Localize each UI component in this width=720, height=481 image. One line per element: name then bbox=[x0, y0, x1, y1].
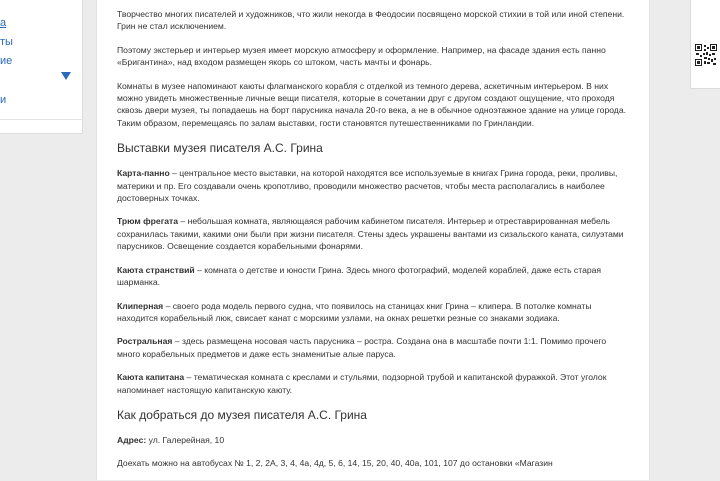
exhibition-name: Каюта странствий bbox=[117, 264, 195, 275]
intro-paragraph-3: Комнаты в музее напоминают каюты флагманского корабля с отделкой из темного дерева, аскетичным интерьером. В них можно увидеть множественные личные вещи писателя, которые в сочетании друг с другом создают ощущение, что проходя сквозь двери музея, ты попадаешь на борт парусника начала 20-го века, а не в обычное одноэтажное здание на улице города. Таким образом, перемещаясь по залам выставки, гости становятся путешественниками по Гринландии. bbox=[117, 80, 626, 128]
exhibition-name: Ростральная bbox=[117, 336, 173, 347]
exhibition-item bbox=[117, 167, 631, 204]
address-label: Адрес: bbox=[117, 434, 147, 445]
exhibition-name: Карта-панно bbox=[117, 168, 170, 179]
article bbox=[117, 8, 631, 481]
exhibition-name: Каюта капитана bbox=[117, 372, 185, 383]
exhibition-text: – здесь размещена носовая часть парусника – ростра. Создана она в масштабе почти 1:1. Помимо прочего много корабельных предметов и даже есть знаменитые алые паруса. bbox=[117, 336, 607, 359]
exhibition-text: – комната о детстве и юности Грина. Здесь много фотографий, моделей кораблей, даже есть старая шарманка. bbox=[117, 264, 602, 288]
sidebar-links bbox=[0, 14, 20, 71]
intro-paragraph-1: Творчество многих писателей и художников, что жили некогда в Феодосии посвящено морской стихии в той или иной степени. Грин не стал исключением. bbox=[117, 9, 625, 32]
exhibition-text: – тематическая комната с креслами и стульями, подзорной трубой и капитанской фуражкой. Этот уголок напоминает настоящую капитанскую каюту. bbox=[117, 372, 607, 395]
intro-paragraph-2: Поэтому экстерьер и интерьер музея имеет морскую атмосферу и оформление. Например, на фасаде здания есть панно «Бригантина», над входом размещен якорь со штоком, часть мачты и фонарь. bbox=[117, 44, 606, 68]
exhibition-item bbox=[117, 300, 631, 325]
qr-code-icon bbox=[695, 44, 717, 66]
bus-directions: Доехать можно на автобусах № 1, 2, 2А, 3, 4, 4а, 4д, 5, 6, 14, 15, 20, 40, 40а, 101, 107 до остановки «Магазин bbox=[117, 458, 553, 469]
exhibition-item bbox=[117, 215, 631, 252]
right-sidebar bbox=[690, 0, 720, 89]
address-value: ул. Галерейная, 10 bbox=[146, 434, 225, 445]
sidebar-divider bbox=[0, 119, 82, 120]
exhibition-item bbox=[117, 264, 631, 289]
exhibition-text: – своего рода модель первого судна, что появилось на станицах книг Грина – клипера. В потолке комнаты находится корабельный люк, свисает канат с морскими узлами, на окнах решетки резные со знаками зодиака. bbox=[117, 300, 592, 323]
exhibition-text: – центральное место выставки, на которой находятся все используемые в книгах Грина города, реки, проливы, материки и пр. Его создавали очень кропотливо, проводили множество расчетов, чтобы места располагались в наиболее достоверных точках. bbox=[117, 168, 618, 204]
left-sidebar bbox=[0, 0, 83, 134]
exhibition-item bbox=[117, 335, 631, 360]
main-content bbox=[96, 0, 650, 480]
sidebar-link-2[interactable]: ты bbox=[0, 36, 13, 48]
exhibitions-heading: Выставки музея писателя А.С. Грина bbox=[117, 141, 323, 156]
exhibition-text: – небольшая комната, являющаяся рабочим кабинетом писателя. Интерьер и отреставрированная мебель сохранилась такими, какими они были при жизни писателя. Стены здесь украшены вантами из сизальского каната, силуэтами парусников. Освещение создается корабельными фонарями. bbox=[117, 216, 624, 252]
directions-heading: Как добраться до музея писателя А.С. Грина bbox=[117, 407, 367, 422]
chevron-down-icon[interactable] bbox=[61, 72, 71, 80]
address-line bbox=[117, 434, 631, 446]
exhibition-name: Клиперная bbox=[117, 300, 164, 311]
exhibition-item bbox=[117, 371, 631, 396]
sidebar-link-3[interactable]: ие bbox=[0, 55, 13, 67]
sidebar-link-1[interactable]: а bbox=[0, 17, 7, 29]
exhibition-name: Трюм фрегата bbox=[117, 216, 179, 227]
sidebar-link-4[interactable]: и bbox=[0, 94, 7, 106]
